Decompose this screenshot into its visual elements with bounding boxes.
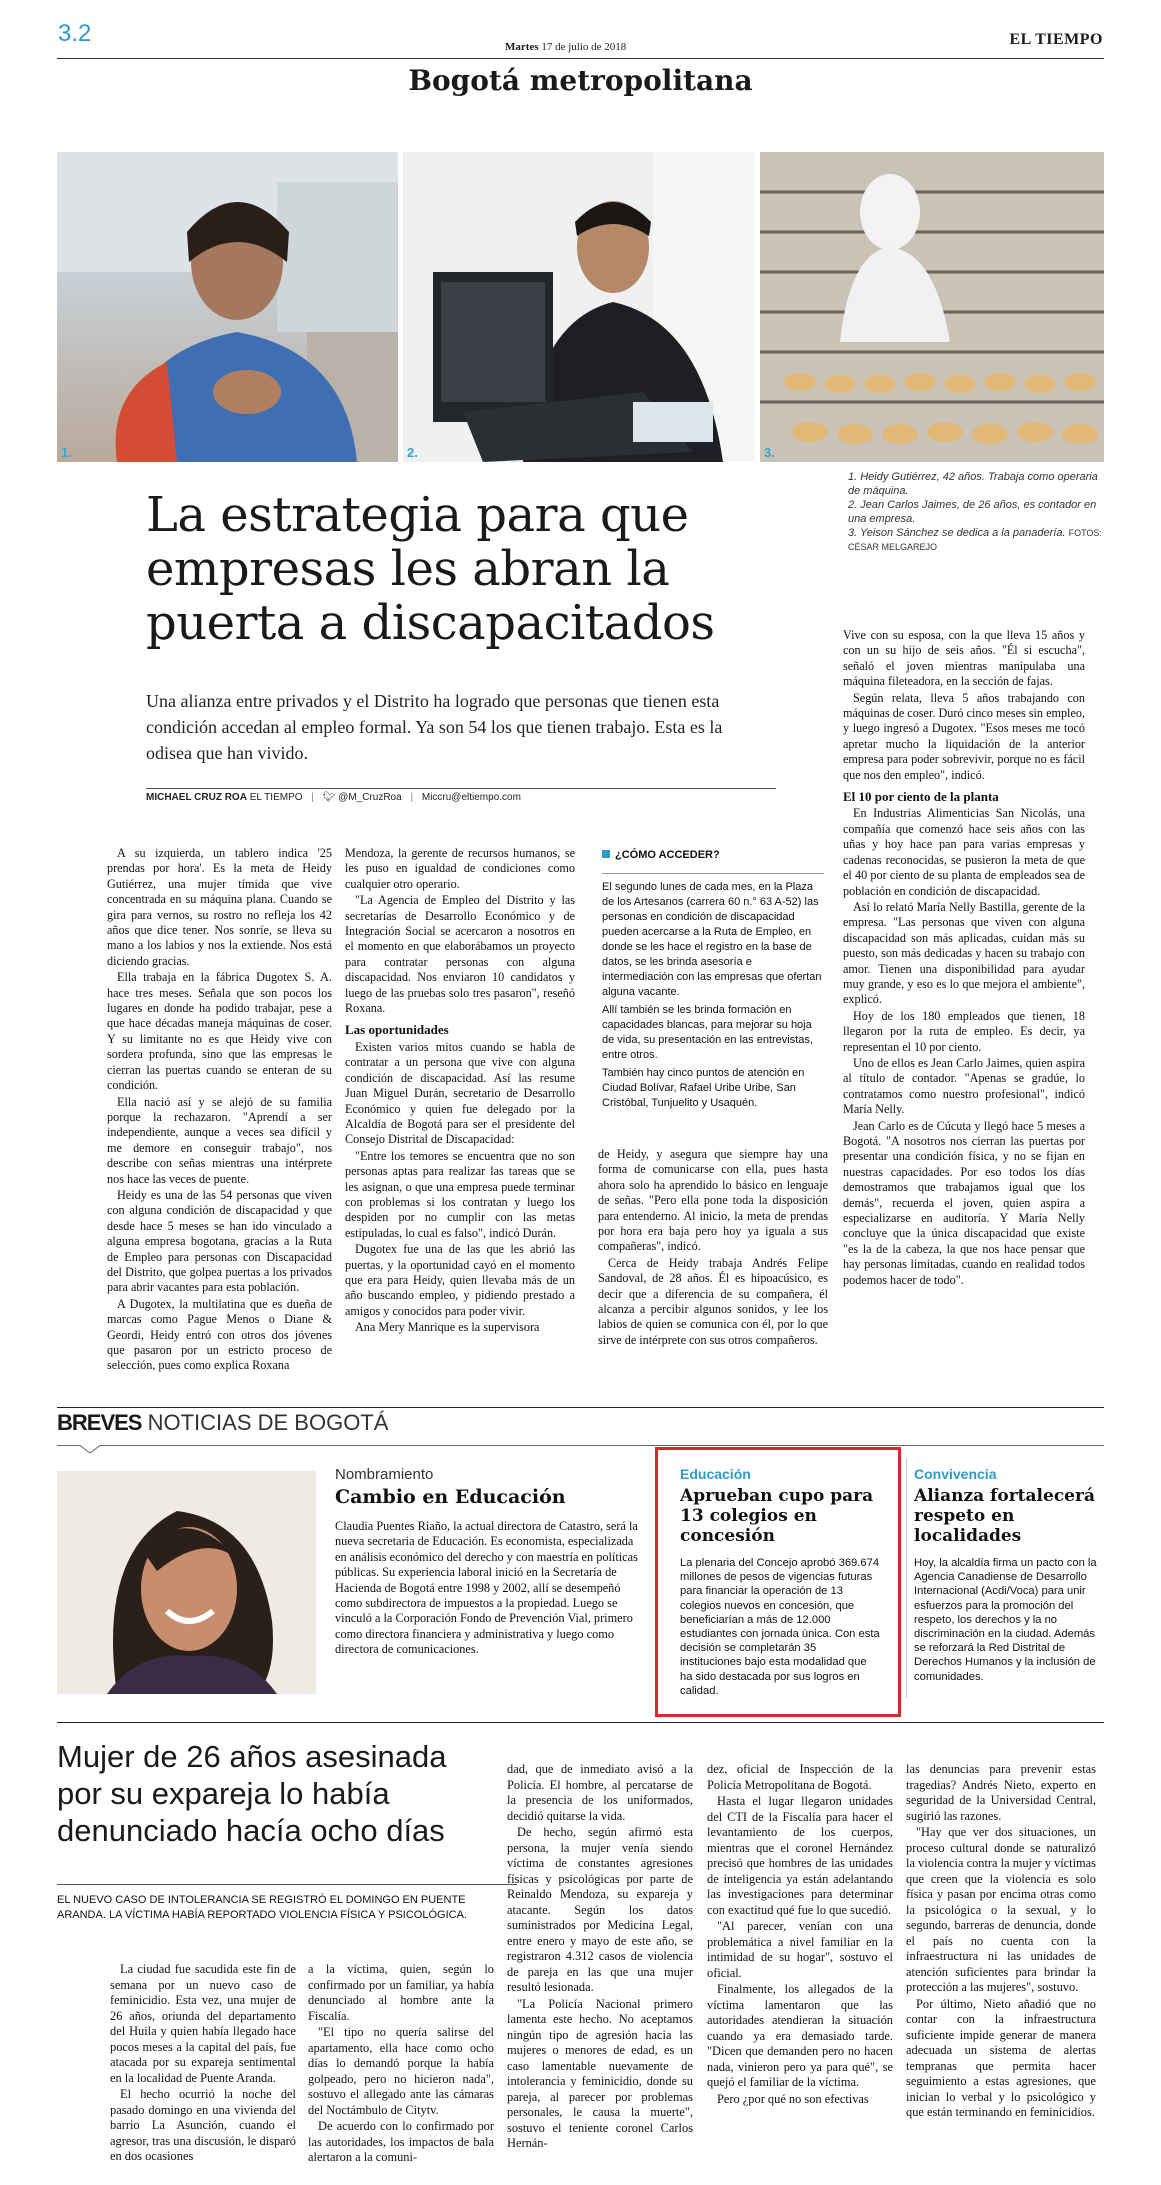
- paragraph: "El tipo no quería salirse del apartamento, ella hace como ocho días lo demandó porque la había golpeado, pero no hicieron nada", sostuvo el allegado ante las cámaras del Noctámbulo de Citytv.: [308, 2025, 494, 2117]
- paragraph: A Dugotex, la multilatina que es dueña de marcas como Pague Menos o Diane & Geordi, Heidy entró con otros dos jóvenes que pasaron por un estricto proceso de selección, pues como explica Roxana: [107, 1296, 332, 1373]
- paragraph: Hoy de los 180 empleados que tienen, 18 llegaron por la ruta de empleo. Es decir, ya representan el 10 por ciento.: [843, 1008, 1085, 1054]
- breve-text: Hoy, la alcaldía firma un pacto con la Agencia Canadiense de Desarrollo Internacional (Acdi/Voca) para unir esfuerzos para la promoción del respeto, los derechos y la no discriminación en la ciudad. Además se reforzará la Red Distrital de Derechos Humanos y la inclusión de comunidades.: [914, 1557, 1097, 1683]
- paragraph: "La Agencia de Empleo del Distrito y las secretarías de Desarrollo Económico y de Integración Social se acercaron a nosotros en el momento en que elaborábamos un proyecto para contratar personas con alguna discapacidad. Nos enviaron 10 candidatos y luego de las pruebas solo tres pasaron", reseñó Roxana.: [345, 893, 575, 1016]
- date-day: Martes: [505, 41, 539, 53]
- paragraph: Dugotex fue una de las que les abrió las puertas, y la oportunidad cayó en el momento que era para Heidy, quien llevaba más de un año buscando empleo, y pidiendo prestado a amigos y conocidos para poder vivir.: [345, 1242, 575, 1318]
- photo-credit: FOTOS: CÉSAR MELGAREJO: [848, 528, 1102, 552]
- paragraph: También hay cinco puntos de atención en Ciudad Bolívar, Rafael Uribe Uribe, San Cristóbal, Tunjuelito y Usaquén.: [602, 1067, 805, 1109]
- paragraph: De acuerdo con lo confirmado por las autoridades, los impactos de bala alertaron a la comuni-: [308, 2119, 494, 2164]
- paragraph: Hasta el lugar llegaron unidades del CTI de la Fiscalía para hacer el levantamiento de los cuerpos, mientras que el coronel Hernández precisó que hombres de las unidades de inteligencia ya están adelantando las investigaciones para determinar con exactitud qué fue lo que sucedió.: [707, 1794, 893, 1917]
- section-title: Bogotá metropolitana: [408, 64, 753, 97]
- breve-1: [335, 1466, 640, 1658]
- subhead: Las oportunidades: [345, 1022, 449, 1038]
- article-col-1: [107, 846, 332, 1375]
- paragraph: Finalmente, los allegados de la víctima lamentaron que las autoridades atendieran la situación cuando ya era demasiado tarde. "Dicen que demanden pero no hacen nada, vinieron pero ya para qué", se quejó el familiar de la víctima.: [707, 1982, 893, 2089]
- twitter-icon: 🐦︎: [322, 792, 336, 803]
- caption-2: 2. Jean Carlos Jaimes, de 26 años, es contador en una empresa.: [848, 499, 1097, 525]
- breve-headline: Cambio en Educación: [335, 1486, 566, 1508]
- photo-jean-carlos-illustration: [403, 152, 755, 462]
- paragraph: dez, oficial de Inspección de la Policía Metropolitana de Bogotá.: [707, 1762, 893, 1792]
- paragraph: A su izquierda, un tablero indica '25 prendas por hora'. Es la meta de Heidy Gutiérrez, una mujer tímida que vive concentrada en su máquina plana. Cuando se gira para vernos, su rostro no refleja los 42 años que dice tener. Nos sonríe, se lleva su mano a los labios y nos la extiende. Nos está diciendo gracias.: [107, 846, 332, 968]
- byline-email[interactable]: Miccru@eltiempo.com: [421, 792, 521, 803]
- breve-3: [914, 1466, 1104, 1684]
- breve-2: [680, 1466, 880, 1698]
- sidebox-title: ¿CÓMO ACCEDER?: [602, 848, 824, 863]
- paragraph: Heidy es una de las 54 personas que viven con alguna condición de discapacidad y que desde hace 5 meses se han ido vinculado a alguna empresa bogotana, gracias a la Ruta de Empleo para personas con Discapacidad del Distrito, que golpea puertas a los privados para abrir vacantes para esta población.: [107, 1187, 332, 1295]
- paragraph: Jean Carlo es de Cúcuta y llegó hace 5 meses a Bogotá. "A nosotros nos cierran las puertas por presentar una condición física, y no se fijan en nuestras capacidades. Por eso todos los días demostramos que trabajamos igual que los demás", recuerda el joven, quien aspira a especializarse en auditoría. Y María Nelly concluye que la única discapacidad que existe "es la de la cabeza, la que nos hace pensar que hay personas limitadas, cuando en realidad todos podemos hacer de todo".: [843, 1118, 1085, 1287]
- paragraph: Cerca de Heidy trabaja Andrés Felipe Sandoval, de 28 años. Él es hipoacúsico, es decir que a diferencia de su compañera, él alcanza a percibir algunos sonidos, y lee los labios de quien se comunica con él, por lo que sirve de intérprete con sus otros compañeros.: [598, 1255, 828, 1347]
- paragraph: Según relata, lleva 5 años trabajando con máquinas de coser. Duró cinco meses sin empleo, y luego ingresó a Dugotex. "Esos meses me tocó apretar mucho la liquidación de la anterior empresa para poder sobrevivir, porque no es fácil que nos den empleo", indicó.: [843, 690, 1085, 782]
- paragraph: El segundo lunes de cada mes, en la Plaza de los Artesanos (carrera 60 n.° 63 A-52) las personas en condición de discapacidad pueden acercarse a la Ruta de Empleo, en donde se les hace el registro en la base de datos, se les brinda asesoría e intermediación con las empresas que ofertan alguna vacante.: [602, 881, 822, 998]
- article-col-4: [843, 628, 1085, 1289]
- article-col-3: [598, 1147, 828, 1349]
- portrait-illustration: [57, 1471, 316, 1694]
- subhead: El 10 por ciento de la planta: [843, 789, 999, 805]
- newspaper-name: EL TIEMPO: [1009, 31, 1103, 48]
- paragraph: En Industrias Alimenticias San Nicolás, una compañía que comenzó hace seis años con las uñas y hoy hace pan para varias empresas y cadenas reconocidas, se pusieron la meta de que el 40 por ciento de su planta de empleados sea de población en condición de discapacidad.: [843, 806, 1085, 898]
- caption-1: 1. Heidy Gutiérrez, 42 años. Trabaja como operaria de máquina.: [848, 471, 1098, 497]
- breve-headline: Aprueban cupo para 13 colegios en concesión: [680, 1486, 874, 1546]
- byline-twitter[interactable]: @M_CruzRoa: [338, 792, 402, 803]
- article2-headline: Mujer de 26 años asesinada por su expareja lo había denunciado hacía ocho días: [57, 1739, 447, 1848]
- photo-heidy: [57, 152, 398, 462]
- paragraph: Mendoza, la gerente de recursos humanos, se les puso en igualdad de condiciones como cualquier otro operario.: [345, 846, 575, 891]
- page-date: [505, 41, 626, 53]
- photo-number: 3.: [764, 445, 775, 460]
- paragraph: Existen varios mitos cuando se habla de contratar a un persona que vive con alguna condición de discapacidad. Así las resume Juan Miguel Durán, secretario de Desarrollo Económico y quien fue delegado por la Alcaldía de Bogotá para ser el presidente del Consejo Distrital de Discapacidad:: [345, 1039, 575, 1147]
- paragraph: Pero ¿por qué no son efectivas: [717, 2091, 869, 2106]
- article2-col-1: [110, 1962, 296, 2166]
- photo-jean-carlos: [403, 152, 755, 462]
- article2-col-2: [308, 1962, 494, 2167]
- byline: MICHAEL CRUZ ROA EL TIEMPO | 🐦︎ @M_CruzRoa | Miccru@eltiempo.com: [146, 792, 521, 803]
- paragraph: Ella trabaja en la fábrica Dugotex S. A. hace tres meses. Señala que son pocos los lugares en donde ha podido trabajar, pese a que hace décadas maneja máquinas de coser. Y su limitante no es que Heidy vive con sordera profunda, sino que las empresas le cierran las puertas cuando se enteran de su condición.: [107, 970, 332, 1093]
- photo-number: 2.: [407, 445, 418, 460]
- photo-number: 1.: [61, 445, 72, 460]
- square-icon: [602, 850, 610, 858]
- article2-col-4: [707, 1762, 893, 2108]
- main-headline: La estrategia para que empresas les abran la puerta a discapacitados: [146, 487, 715, 651]
- paragraph: "Hay que ver dos situaciones, un proceso cultural donde se naturalizó la violencia contra la mujer y víctimas que creen que la violencia es solo física y pasan por encima otras como la psicológica o la sexual, y lo segundo, barreras de denuncia, donde el país no cuenta con la infraestructura ni las unidades de atención suficientes para brindar la protección a las mujeres", sostuvo.: [906, 1825, 1096, 1994]
- byline-org: EL TIEMPO: [249, 792, 303, 803]
- paragraph: dad, que de inmediato avisó a la Policía. El hombre, al percatarse de la presencia de los uniformados, decidió quitarse la vida.: [507, 1762, 693, 1823]
- caption-3: 3. Yeison Sánchez se dedica a la panadería. FOTOS: CÉSAR MELGAREJO: [848, 527, 1102, 552]
- paragraph: "Entre los temores se encuentra que no son personas aptas para realizar las tareas que se les asignan, o que una empresa puede terminar con problemas si los contratan y luego los despiden por no cumplir con las metas estipuladas, lo cual es falso", indicó Durán.: [345, 1148, 575, 1240]
- article-col-2: [345, 846, 575, 1337]
- breve-text: Claudia Puentes Riaño, la actual directora de Catastro, será la nueva secretaria de Educación. Es economista, especializada en análisis económico del derecho y con maestría en políticas públicas. Su experiencia laboral inició en la Secretaría de Hacienda de Bogotá entre 1998 y 2002, allí se desempeñó como subdirectora de impuestos a la propiedad. Luego se vinculó a la Corporación Fondo de Prevención Vial, primero como directora financiera y administrativa y luego como directora de comunicaciones.: [335, 1519, 638, 1657]
- paragraph: Vive con su esposa, con la que lleva 15 años y con un su hijo de seis años. "Él si escucha", señaló el joven mientras manipulaba una máquina fileteadora, en la sección de fajas.: [843, 628, 1085, 689]
- breves-label: [57, 1410, 388, 1436]
- photo-captions: [848, 470, 1106, 554]
- paragraph: Allí también se les brinda formación en capacidades blancas, para mejorar su hoja de vida, su presentación en las entrevistas, entre otros.: [602, 1004, 813, 1061]
- paragraph: las denuncias para prevenir estas tragedias? Andrés Nieto, experto en seguridad de la Universidad Central, sugirió las razones.: [906, 1762, 1096, 1823]
- paragraph: de Heidy, y asegura que siempre hay una forma de comunicarse con ella, pues hasta ahora solo ha aprendido lo básico en lenguaje de señas. "Pero ella pone toda la disposición para entenderno. Al inicio, la meta de prendas por hora era baja pero hoy ya iguala a sus compañeras", indicó.: [598, 1147, 828, 1254]
- page-number: 3.2: [58, 20, 92, 47]
- how-to-access-box: [602, 848, 824, 1114]
- byline-name: MICHAEL CRUZ ROA: [146, 792, 247, 803]
- article2-lede: EL NUEVO CASO DE INTOLERANCIA SE REGISTRÓ EL DOMINGO EN PUENTE ARANDA. LA VÍCTIMA HABÍA REPORTADO VIOLENCIA FÍSICA Y PSICOLÓGICA.: [57, 1894, 467, 1921]
- breve-category: Nombramiento: [335, 1466, 434, 1483]
- paragraph: Así lo relató María Nelly Bastilla, gerente de la empresa. "Las personas que viven con alguna discapacidad son más aplicadas, cuidan más su puesto, son más dedicadas y hacen su trabajo con amor. Tienen una disponibilidad para ayudar muy grande, y eso es lo que mejora el ambiente", explicó.: [843, 899, 1085, 1007]
- paragraph: Uno de ellos es Jean Carlo Jaimes, quien aspira al título de contador. "Apenas se gradúe, lo contratamos como nuestro profesional", indicó María Nelly.: [843, 1055, 1085, 1117]
- paragraph: La ciudad fue sacudida este fin de semana por un nuevo caso de feminicidio. Esta vez, una mujer de 26 años, oriunda del departamento del Huila y quien había llegado hace pocos meses a la capital del país, fue atacada por su expareja sentimental en la localidad de Puente Aranda.: [110, 1962, 296, 2085]
- date-rest: 17 de julio de 2018: [541, 41, 627, 53]
- breve-category: Educación: [680, 1466, 751, 1482]
- breves-bold: BREVES: [57, 1410, 142, 1435]
- photo-yeison: [760, 152, 1104, 462]
- breve-text: La plenaria del Concejo aprobó 369.674 millones de pesos de vigencias futuras para financiar la operación de 13 colegios nuevos en concesión, que beneficiarían a más de 12.000 estudiantes con jornada única. Con esta decisión se completarán 35 instituciones bajo esta modalidad que ha sido destacada por sus logros en calidad.: [680, 1557, 880, 1697]
- photo-heidy-illustration: [57, 152, 398, 462]
- photo-yeison-illustration: [760, 152, 1104, 462]
- paragraph: "Al parecer, venían con una problemática a nivel familiar en la intimidad de su hogar", sostuvo el oficial.: [707, 1919, 893, 1980]
- paragraph: Ella nació así y se alejó de su familia porque la rechazaron. "Aprendí a ser independiente, aunque a veces sea difícil y me demore en conseguir trabajo", nos describe con señas mientras una intérprete nos hace las veces de puente.: [107, 1094, 332, 1186]
- breve-portrait: [57, 1471, 316, 1694]
- paragraph: Por último, Nieto añadió que no contar con la infraestructura suficiente impide generar de manera adecuada un sistema de alertas tempranas que permita hacer seguimiento a estas agresiones, que inician lo verbal y lo psicológico y que están terminando en feminicidios.: [906, 1996, 1096, 2119]
- paragraph: "La Policía Nacional primero lamenta este hecho. No aceptamos ningún tipo de agresión hacia las mujeres o menores de edad, es un caso lamentable nuevamente de intolerancia y feminicidio, donde su pareja, al parecer por problemas personales, le causa la muerte", sostuvo el teniente coronel Carlos Hernán-: [507, 1996, 693, 2150]
- breve-category: Convivencia: [914, 1466, 997, 1482]
- paragraph: Ana Mery Manrique es la supervisora: [355, 1320, 540, 1335]
- main-lede: Una alianza entre privados y el Distrito ha logrado que personas que tienen esta condición accedan al empleo formal. Ya son 54 los que tienen trabajo. Esta es la odisea que han vivido.: [146, 691, 723, 763]
- paragraph: a la víctima, quien, según lo confirmado por un familiar, ya había denunciado al hombre ante la Fiscalía.: [308, 1962, 494, 2023]
- pointer-icon: [78, 1444, 102, 1454]
- paragraph: De hecho, según afirmó esta persona, la mujer venía siendo víctima de constantes agresiones físicas y psicológicas por parte de Reinaldo Mendoza, su expareja y atacante. Según los datos suministrados por Medicina Legal, entre enero y mayo de este año, se registraron 4.312 casos de violencia de pareja en las que una mujer resultó lesionada.: [507, 1825, 693, 1994]
- article2-col-5: [906, 1762, 1096, 2122]
- article2-col-3: [507, 1762, 693, 2153]
- breves-rest: NOTICIAS DE BOGOTÁ: [147, 1410, 389, 1435]
- breve-headline: Alianza fortalecerá respeto en localidades: [914, 1486, 1095, 1546]
- paragraph: El hecho ocurrió la noche del pasado domingo en una vivienda del barrio La Asunción, cuando el agresor, tras una discusión, le disparó en dos ocasiones: [110, 2087, 296, 2163]
